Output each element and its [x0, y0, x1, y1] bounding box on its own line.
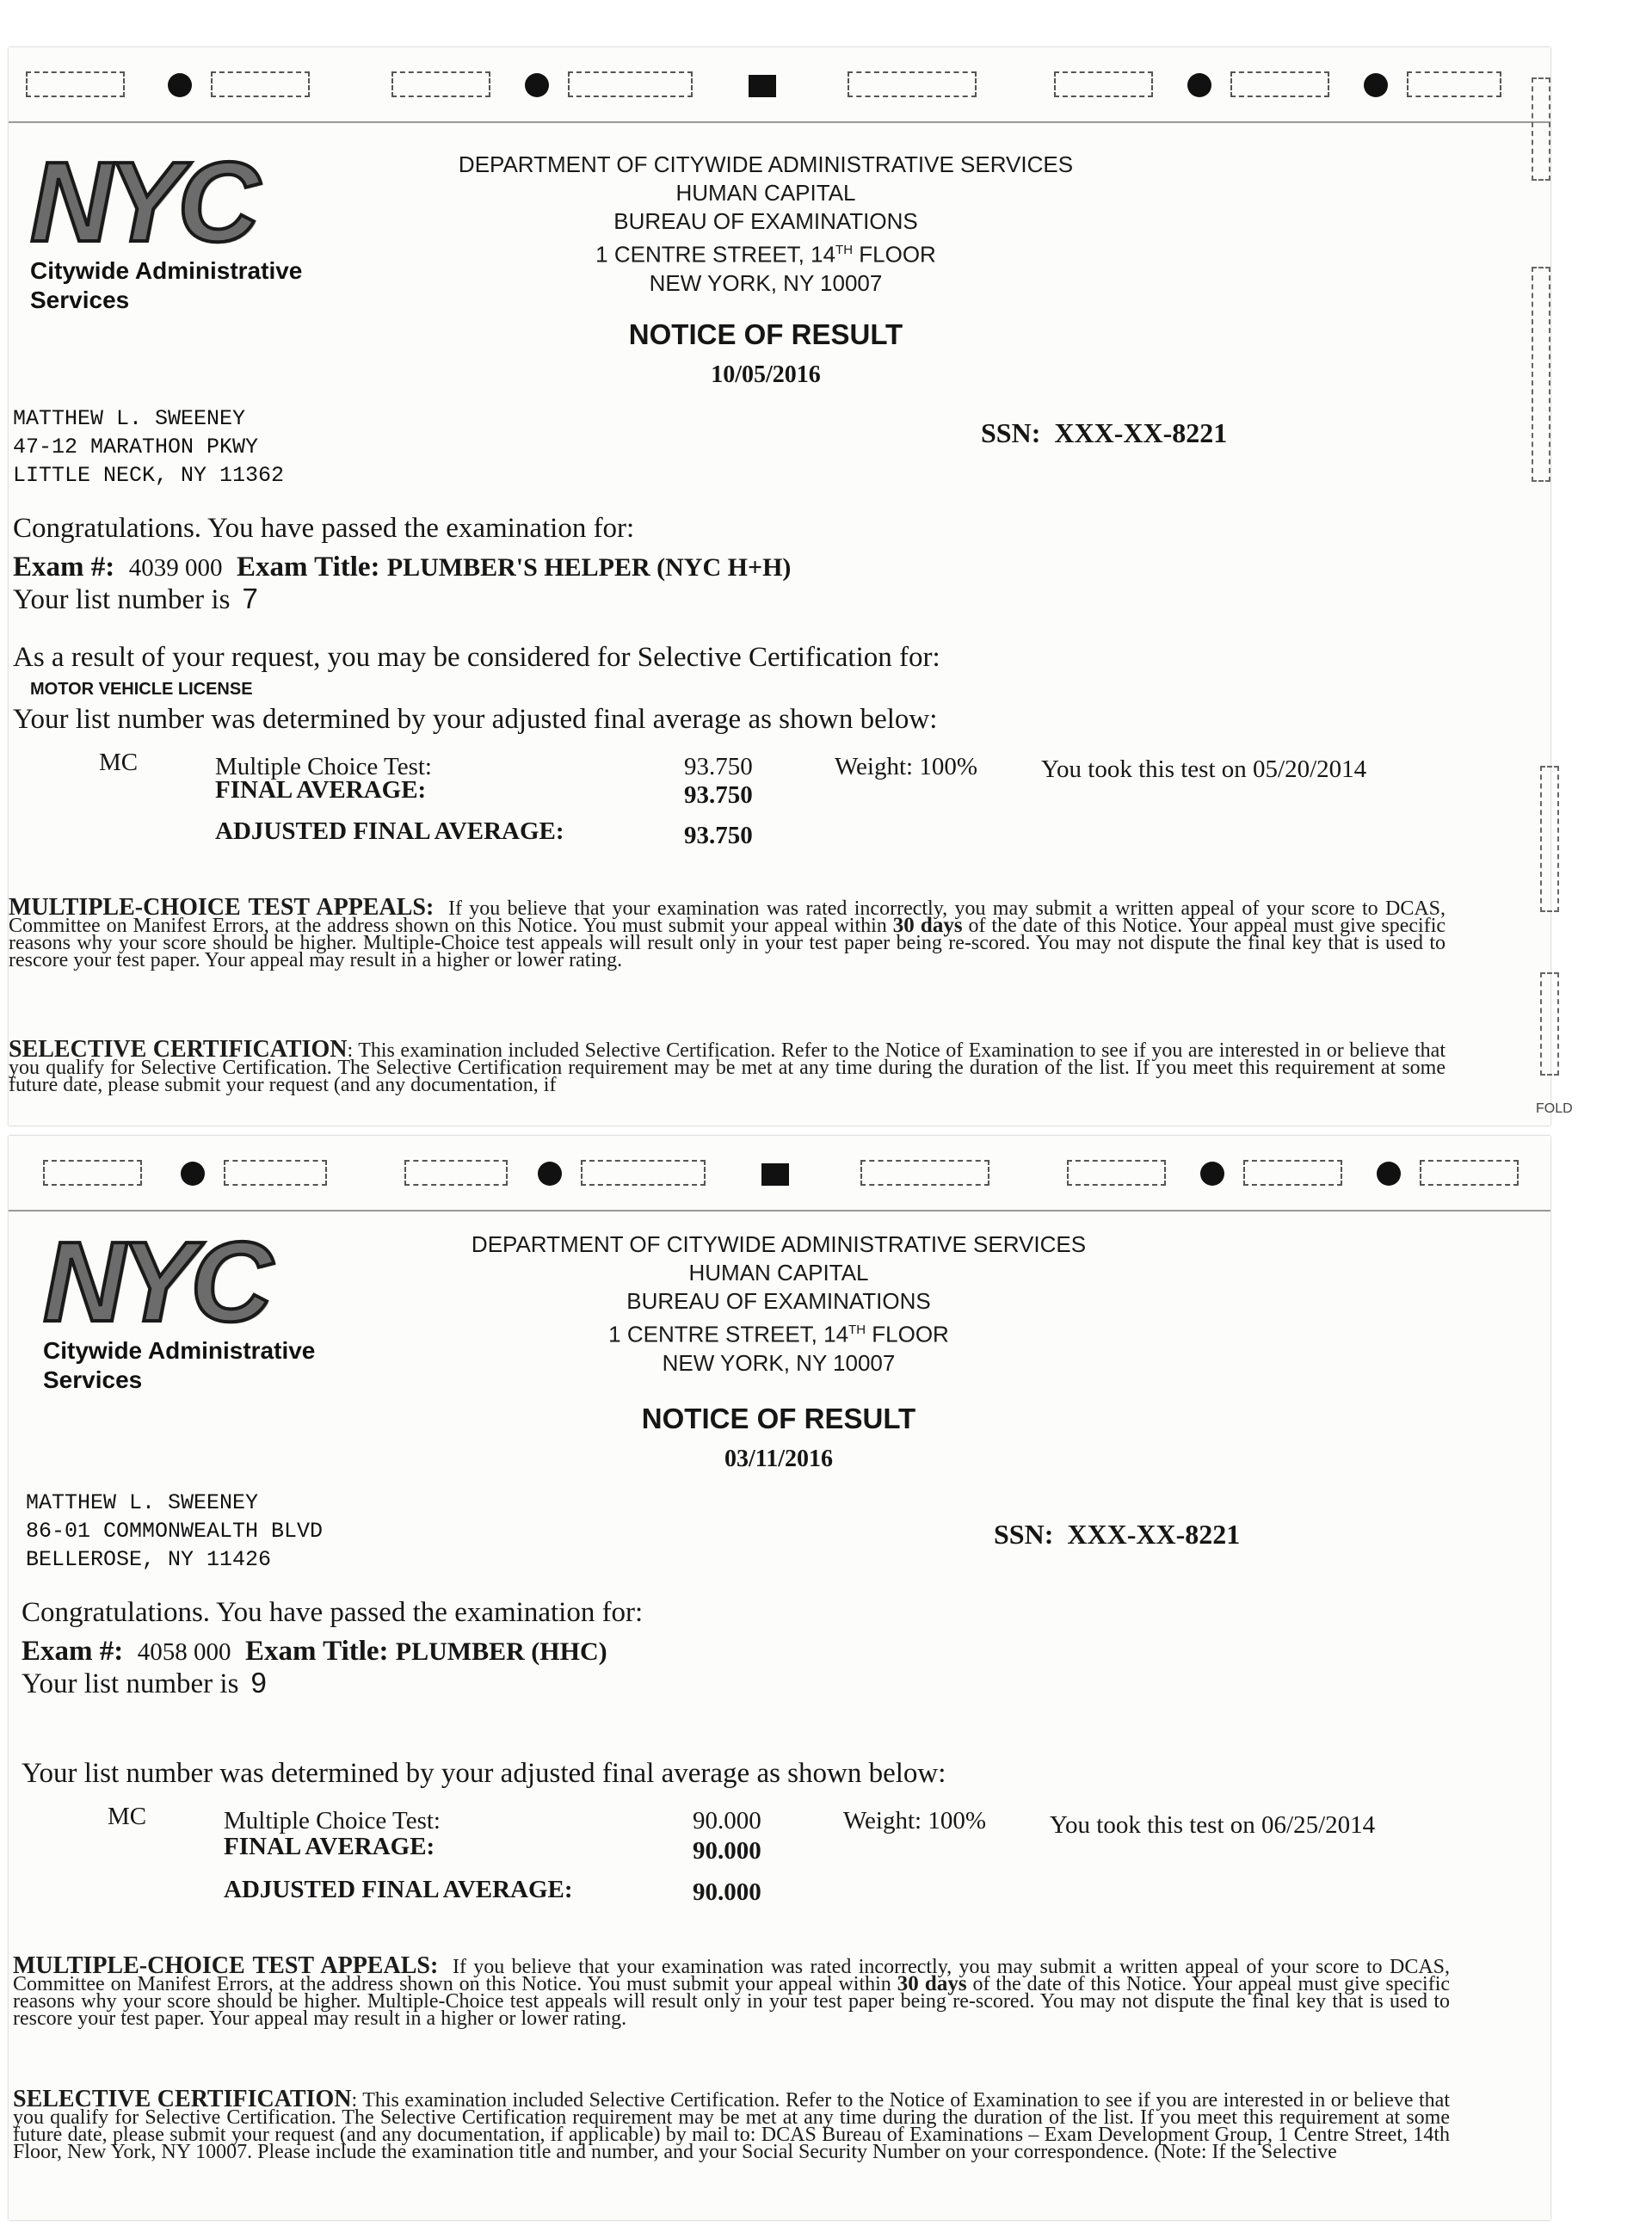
perforation-dot: [538, 1162, 562, 1186]
perforation-dot: [1364, 73, 1388, 97]
department-header: [413, 151, 1119, 298]
perforation-square: [761, 1163, 789, 1186]
list-number-line: Your list number is 7: [13, 583, 258, 615]
list-number: 7: [242, 583, 258, 614]
perforation-strip: [9, 63, 1550, 140]
perforation-hole: [391, 71, 490, 97]
dept-line5: NEW YORK, NY 10007: [649, 269, 883, 296]
dept-line1: DEPARTMENT OF CITYWIDE ADMINISTRATIVE SERVICES: [471, 1231, 1087, 1257]
logo-subtitle-line1: Citywide Administrative: [43, 1337, 316, 1364]
perforation-hole: [1230, 71, 1329, 97]
perforation-hole: [1407, 71, 1501, 97]
list-number-line: Your list number is 9: [22, 1667, 267, 1699]
side-tab: [1540, 972, 1559, 1076]
recipient-city: LITTLE NECK, NY 11362: [13, 463, 285, 488]
dept-line3: BUREAU OF EXAMINATIONS: [626, 1288, 931, 1314]
notice-of-result-2: [9, 1136, 1550, 2220]
congrats-text: Congratulations. You have passed the examination for:: [13, 513, 635, 544]
score-table: [90, 749, 1467, 860]
perforation-dot: [181, 1162, 205, 1186]
side-tab: [1532, 267, 1550, 482]
test-score: 93.750: [684, 753, 753, 780]
score-code: MC: [108, 1803, 147, 1830]
logo-subtitle-line1: Citywide Administrative: [30, 257, 303, 284]
test-date: You took this test on 05/20/2014: [1041, 755, 1367, 783]
dept-line4: 1 CENTRE STREET, 14TH FLOOR: [608, 1321, 949, 1347]
exam-line: Exam #: 4039 000 Exam Title: PLUMBER'S HELPER (NYC H+H): [13, 552, 792, 583]
test-score: 90.000: [693, 1807, 761, 1834]
exam-line: Exam #: 4058 000 Exam Title: PLUMBER (HHC): [22, 1636, 607, 1667]
nyc-logo-mark: NYC: [30, 139, 255, 265]
score-code: MC: [99, 749, 139, 776]
perforation-hole: [43, 1160, 142, 1186]
test-label: Multiple Choice Test:: [224, 1807, 441, 1834]
fold-label: FOLD: [1536, 1101, 1573, 1116]
dept-line5: NEW YORK, NY 10007: [662, 1349, 896, 1376]
selective-certification-paragraph: SELECTIVE CERTIFICATION: This examination included Selective Certification. Refer to the Notice of Examination to see if you are interested in or believe that you qualify for Selective Certification. The Selective Certification requirement may be met at any time during the duration of the list. If you meet this requirement at some future date, please submit your request (and any documentation, if: [9, 1036, 1446, 1096]
nyc-logo-mark: NYC: [43, 1218, 268, 1345]
logo-subtitle-line2: Services: [30, 287, 130, 313]
perforation-square: [749, 75, 776, 97]
perforation-hole: [1054, 71, 1153, 97]
determined-text: Your list number was determined by your adjusted final average as shown below:: [22, 1758, 946, 1789]
selective-request-text: As a result of your request, you may be considered for Selective Certification for:: [13, 642, 940, 673]
logo-subtitle-line2: Services: [43, 1366, 143, 1393]
perforation-hole: [1067, 1160, 1166, 1186]
perforation-hole: [26, 71, 125, 97]
notice-title: NOTICE OF RESULT: [628, 318, 903, 350]
perforation-dot: [1377, 1162, 1401, 1186]
weight: Weight: 100%: [843, 1807, 986, 1834]
final-average-label: FINAL AVERAGE:: [224, 1833, 435, 1860]
score-table: [99, 1803, 1476, 1915]
perforation-hole: [211, 71, 310, 97]
side-perforation: [1532, 69, 1618, 1127]
ssn-value: XXX-XX-8221: [1054, 417, 1228, 448]
exam-title: PLUMBER'S HELPER (NYC H+H): [386, 553, 792, 582]
selective-license: MOTOR VEHICLE LICENSE: [30, 680, 253, 699]
logo-subtitle: [30, 256, 340, 315]
perforation-line: [9, 1210, 1550, 1212]
notice-of-result-1: [9, 47, 1550, 1125]
ssn: SSN: XXX-XX-8221: [981, 417, 1228, 448]
perforation-hole: [1243, 1160, 1342, 1186]
dept-line3: BUREAU OF EXAMINATIONS: [613, 208, 918, 234]
perforation-line: [9, 121, 1550, 123]
test-date: You took this test on 06/25/2014: [1050, 1811, 1376, 1839]
adjusted-average-score: 90.000: [693, 1878, 761, 1906]
appeals-paragraph: MULTIPLE-CHOICE TEST APPEALS: If you believe that your examination was rated incorrectly, you may submit a written appeal of your score to DCAS, Committee on Manifest Errors, at the address shown on this Notice. You must submit your appeal within 30 days of the date of this Notice. Your appeal must give specific reasons why your score should be higher. Multiple-Choice test appeals will result only in your test paper being re-scored. You may not dispute the final key that is used to rescore your test paper. Your appeal may result in a higher or lower rating.: [13, 1952, 1451, 2030]
perforation-dot: [1187, 73, 1211, 97]
exam-number: 4058 000: [137, 1638, 231, 1666]
nyc-logo: [43, 1218, 353, 1395]
perforation-dot: [525, 73, 549, 97]
notice-title: NOTICE OF RESULT: [641, 1403, 916, 1434]
exam-title: PLUMBER (HHC): [395, 1637, 607, 1666]
department-header: [426, 1230, 1131, 1378]
final-average-score: 93.750: [684, 781, 753, 809]
perforation-hole: [848, 71, 977, 97]
perforation-dot: [168, 73, 192, 97]
perforation-hole: [568, 71, 693, 97]
recipient-name: MATTHEW L. SWEENEY: [26, 1490, 259, 1515]
list-number: 9: [250, 1667, 267, 1699]
logo-subtitle: [43, 1336, 353, 1395]
perforation-hole: [1420, 1160, 1519, 1186]
nyc-logo: [30, 139, 340, 315]
recipient-name: MATTHEW L. SWEENEY: [13, 406, 246, 431]
adjusted-average-label: ADJUSTED FINAL AVERAGE:: [215, 817, 564, 845]
recipient-street: 47-12 MARATHON PKWY: [13, 435, 259, 459]
perforation-hole: [404, 1160, 508, 1186]
dept-line4: 1 CENTRE STREET, 14TH FLOOR: [595, 241, 936, 268]
ssn: SSN: XXX-XX-8221: [994, 1519, 1241, 1550]
perforation-dot: [1200, 1162, 1224, 1186]
notice-date: 10/05/2016: [711, 361, 821, 388]
ssn-value: XXX-XX-8221: [1067, 1519, 1241, 1550]
side-tab: [1540, 766, 1559, 912]
weight: Weight: 100%: [835, 753, 977, 780]
dept-line1: DEPARTMENT OF CITYWIDE ADMINISTRATIVE SERVICES: [458, 151, 1074, 177]
recipient-address: [26, 1489, 323, 1574]
recipient-address: [13, 404, 284, 490]
perforation-strip: [9, 1151, 1550, 1229]
selective-certification-paragraph: SELECTIVE CERTIFICATION: This examination included Selective Certification. Refer to the Notice of Examination to see if you are interested in or believe that you qualify for Selective Certification. The Selective Certification requirement may be met at any time during the duration of the list. If you meet this requirement at some future date, please submit your request (and any documentation, if applicable) by mail to: DCAS Bureau of Examinations – Exam Development Group, 1 Centre Street, 14th Floor, New York, NY 10007. Please include the examination title and number, and your Social Security Number on your correspondence. (Note: If the Selective: [13, 2086, 1451, 2163]
side-tab: [1532, 77, 1550, 181]
final-average-score: 90.000: [693, 1837, 761, 1865]
dept-line2: HUMAN CAPITAL: [688, 1260, 869, 1286]
exam-number: 4039 000: [128, 554, 223, 582]
recipient-street: 86-01 COMMONWEALTH BLVD: [26, 1519, 324, 1544]
adjusted-average-label: ADJUSTED FINAL AVERAGE:: [224, 1876, 573, 1903]
perforation-hole: [224, 1160, 327, 1186]
final-average-label: FINAL AVERAGE:: [215, 776, 427, 804]
recipient-city: BELLEROSE, NY 11426: [26, 1547, 272, 1572]
determined-text: Your list number was determined by your adjusted final average as shown below:: [13, 704, 938, 735]
notice-date: 03/11/2016: [724, 1446, 833, 1472]
perforation-hole: [860, 1160, 989, 1186]
dept-line2: HUMAN CAPITAL: [675, 180, 856, 206]
appeals-paragraph: MULTIPLE-CHOICE TEST APPEALS: If you believe that your examination was rated incorrectly, you may submit a written appeal of your score to DCAS, Committee on Manifest Errors, at the address shown on this Notice. You must submit your appeal within 30 days of the date of this Notice. Your appeal must give specific reasons why your score should be higher. Multiple-Choice test appeals will result only in your test paper being re-scored. You may not dispute the final key that is used to rescore your test paper. Your appeal may result in a higher or lower rating.: [9, 894, 1446, 971]
adjusted-average-score: 93.750: [684, 822, 753, 849]
test-label: Multiple Choice Test:: [215, 753, 432, 780]
congrats-text: Congratulations. You have passed the examination for:: [22, 1597, 644, 1628]
perforation-hole: [581, 1160, 706, 1186]
